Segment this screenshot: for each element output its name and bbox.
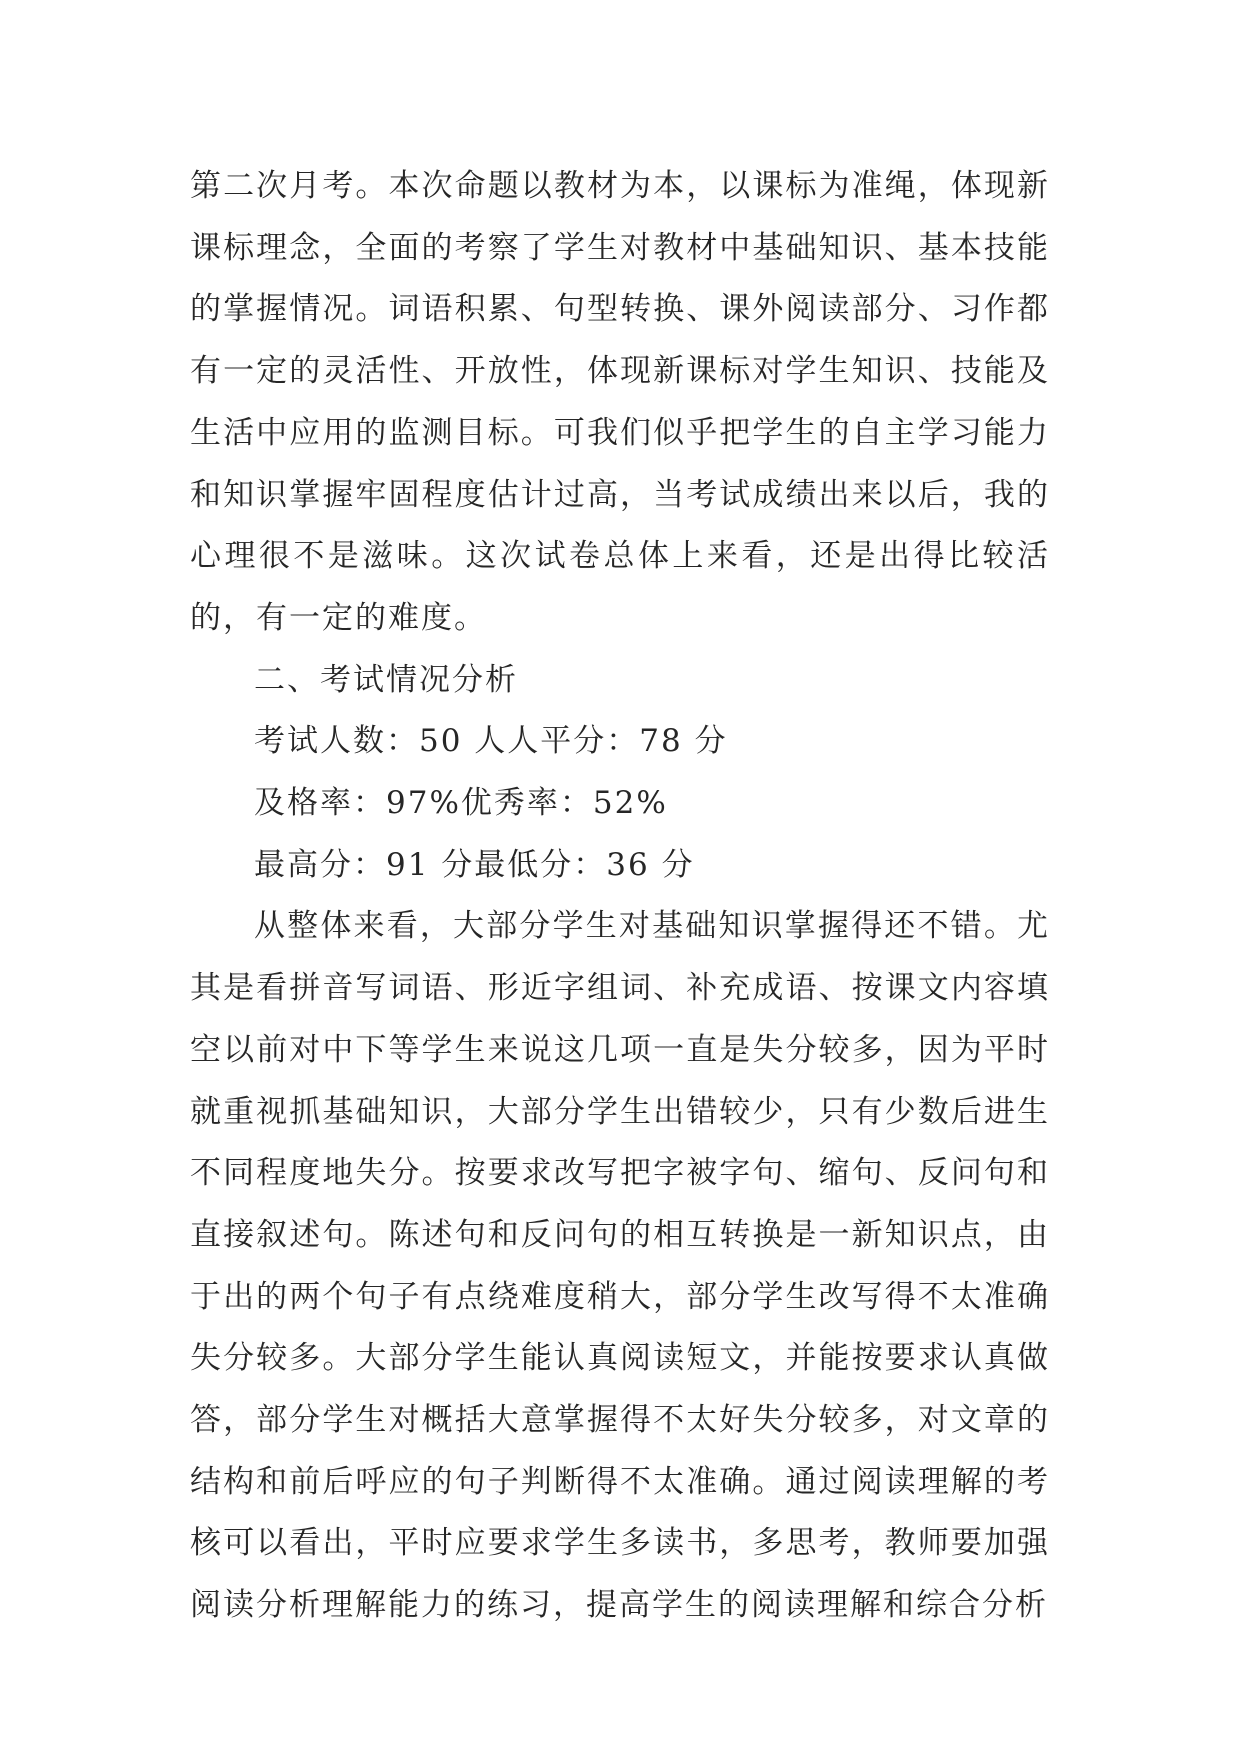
intro-paragraph: 第二次月考。本次命题以教材为本，以课标为准绳，体现新课标理念，全面的考察了学生对教材中基础知识、基本技能的掌握情况。词语积累、句型转换、课外阅读部分、习作都有一定的灵活性、开放性，体现新课标对学生知识、技能及生活中应用的监测目标。可我们似乎把学生的自主学习能力和知识掌握牢固程度估计过高，当考试成绩出来以后，我的心理很不是滋味。这次试卷总体上来看，还是出得比较活的，有一定的难度。 (190, 168, 1050, 636)
stats-line-scores: 最高分：91 分最低分：36 分 (254, 846, 695, 883)
stats-line-participants: 考试人数：50 人人平分：78 分 (254, 723, 728, 760)
stats-line-pass-rate: 及格率：97%优秀率：52% (254, 785, 668, 822)
analysis-paragraph: 从整体来看，大部分学生对基础知识掌握得还不错。尤其是看拼音写词语、形近字组词、补充成语、按课文内容填空以前对中下等学生来说这几项一直是失分较多，因为平时就重视抓基础知识，大部分学生出错较少，只有少数后进生不同程度地失分。按要求改写把字被字句、缩句、反问句和直接叙述句。陈述句和反问句的相互转换是一新知识点，由于出的两个句子有点绕难度稍大，部分学生改写得不太准确失分较多。大部分学生能认真阅读短文，并能按要求认真做答，部分学生对概括大意掌握得不太好失分较多，对文章的结构和前后呼应的句子判断得不太准确。通过阅读理解的考核可以看出，平时应要求学生多读书，多思考，教师要加强阅读分析理解能力的练习，提高学生的阅读理解和综合分析 (190, 908, 1050, 1624)
document-body (190, 156, 1050, 1637)
section-heading: 二、考试情况分析 (254, 661, 518, 698)
